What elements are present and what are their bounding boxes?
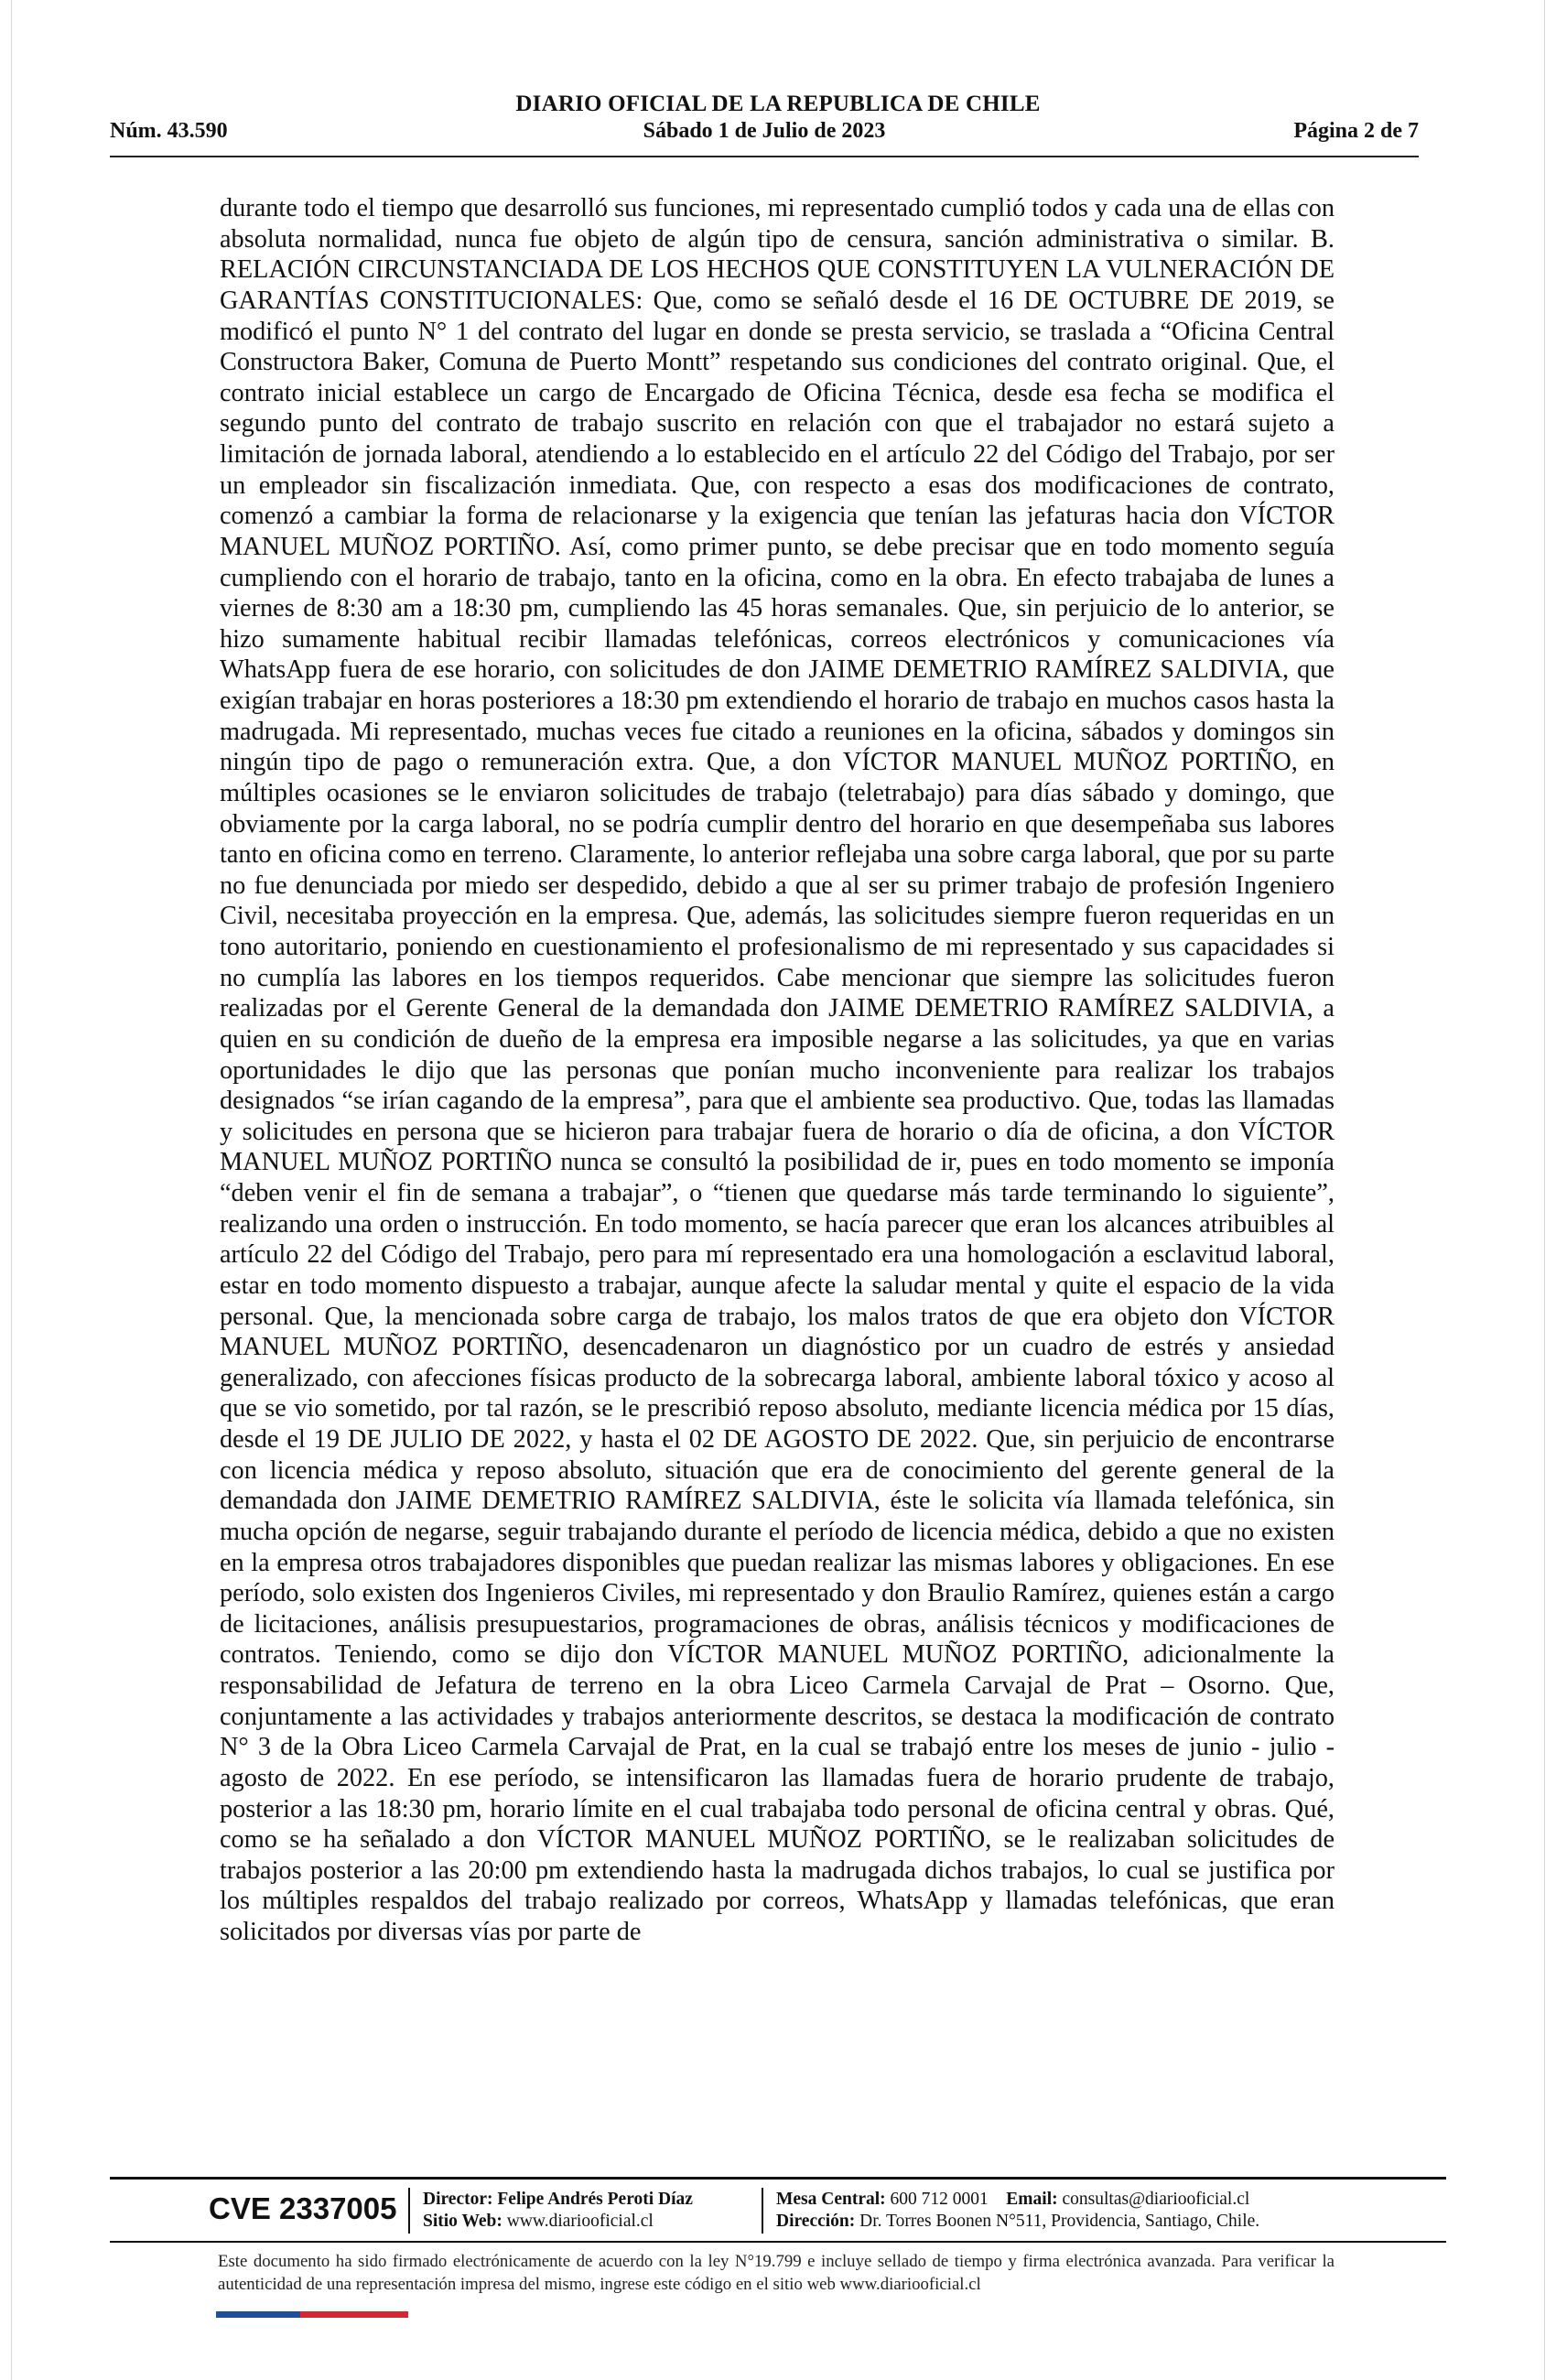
body-paragraph: durante todo el tiempo que desarrolló sus funciones, mi representado cumplió todos y cada una de ellas con absoluta normalidad, nunca fue objeto de algún tipo de censura, sanción administrativa o similar. B. RELACIÓN CIRCUNSTANCIADA DE LOS HECHOS QUE CONSTITUYEN LA VULNERACIÓN DE GARANTÍAS CONSTITUCIONALES: Que, como se señaló desde el 16 DE OCTUBRE DE 2019, se modificó el punto N° 1 del contrato del lugar en donde se presta servicio, se traslada a “Oficina Central Constructora Baker, Comuna de Puerto Montt” respetando sus condiciones del contrato original. Que, el contrato inicial establece un cargo de Encargado de Oficina Técnica, desde esa fecha se modifica el segundo punto del contrato de trabajo suscrito en relación con que el trabajador no estará sujeto a limitación de jornada laboral, atendiendo a lo establecido en el artículo 22 del Código del Trabajo, por ser un empleador sin fiscalización inmediata. Que, con respecto a esas dos modificaciones de contrato, comenzó a cambiar la forma de relacionarse y la exigencia que tenían las jefaturas hacia don VÍCTOR MANUEL MUÑOZ PORTIÑO. Así, como primer punto, se debe precisar que en todo momento seguía cumpliendo con el horario de trabajo, tanto en la oficina, como en la obra. En efecto trabajaba de lunes a viernes de 8:30 am a 18:30 pm, cumpliendo las 45 horas semanales. Que, sin perjuicio de lo anterior, se hizo sumamente habitual recibir llamadas telefónicas, correos electrónicos y comunicaciones vía WhatsApp fuera de ese horario, con solicitudes de don JAIME DEMETRIO RAMÍREZ SALDIVIA, que exigían trabajar en horas posteriores a 18:30 pm extendiendo el horario de trabajo en muchos casos hasta la madrugada. Mi representado, muchas veces fue citado a reuniones en la oficina, sábados y domingos sin ningún tipo de pago o remuneración extra. Que, a don VÍCTOR MANUEL MUÑOZ PORTIÑO, en múltiples ocasiones se le enviaron solicitudes de trabajo (teletrabajo) para días sábado y domingo, que obviamente por la carga laboral, no se podría cumplir dentro del horario en que desempeñaba sus labores tanto en oficina como en terreno. Claramente, lo anterior reflejaba una sobre carga laboral, que por su parte no fue denunciada por miedo ser despedido, debido a que al ser su primer trabajo de profesión Ingeniero Civil, necesitaba proyección en la empresa. Que, además, las solicitudes siempre fueron requeridas en un tono autoritario, poniendo en cuestionamiento el profesionalismo de mi representado y sus capacidades si no cumplía las labores en los tiempos requeridos. Cabe mencionar que siempre las solicitudes fueron realizadas por el Gerente General de la demandada don JAIME DEMETRIO RAMÍREZ SALDIVIA, a quien en su condición de dueño de la empresa era imposible negarse a las solicitudes, ya que en varias oportunidades le dijo que las personas que ponían mucho inconveniente para realizar los trabajos designados “se irían cagando de la empresa”, para que el ambiente sea productivo. Que, todas las llamadas y solicitudes en persona que se hicieron para trabajar fuera de horario o día de oficina, a don VÍCTOR MANUEL MUÑOZ PORTIÑO nunca se consultó la posibilidad de ir, pues en todo momento se imponía “deben venir el fin de semana a trabajar”, o “tienen que quedarse más tarde terminando lo siguiente”, realizando una orden o instrucción. En todo momento, se hacía parecer que eran los alcances atribuibles al artículo 22 del Código del Trabajo, pero para mí representado era una homologación a esclavitud laboral, estar en todo momento dispuesto a trabajar, aunque afecte la saludar mental y quite el espacio de la vida personal. Que, la mencionada sobre carga de trabajo, los malos tratos de que era objeto don VÍCTOR MANUEL MUÑOZ PORTIÑO, desencadenaron un diagnóstico por un cuadro de estrés y ansiedad generalizado, con afecciones físicas producto de la sobrecarga laboral, ambiente laboral tóxico y acoso al que se vio sometido, por tal razón, se le prescribió reposo absoluto, mediante licencia médica por 15 días, desde el 19 DE JULIO DE 2022, y hasta el 02 DE AGOSTO DE 2022. Que, sin perjuicio de encontrarse con licencia médica y reposo absoluto, situación que era de conocimiento del gerente general de la demandada don JAIME DEMETRIO RAMÍREZ SALDIVIA, éste le solicita vía llamada telefónica, sin mucha opción de negarse, seguir trabajando durante el período de licencia médica, debido a que no existen en la empresa otros trabajadores disponibles que puedan realizar las mismas labores y obligaciones. En ese período, solo existen dos Ingenieros Civiles, mi representado y don Braulio Ramírez, quienes están a cargo de licitaciones, análisis presupuestarios, programaciones de obras, análisis técnicos y modificaciones de contratos. Teniendo, como se dijo don VÍCTOR MANUEL MUÑOZ PORTIÑO, adicionalmente la responsabilidad de Jefatura de terreno en la obra Liceo Carmela Carvajal de Prat – Osorno. Que, conjuntamente a las actividades y trabajos anteriormente descritos, se destaca la modificación de contrato N° 3 de la Obra Liceo Carmela Carvajal de Prat, en la cual se trabajó entre los meses de junio - julio - agosto de 2022. En ese período, se intensificaron las llamadas fuera de horario prudente de trabajo, posterior a las 18:30 pm, horario límite en el cual trabajaba todo personal de oficina central y obras. Qué, como se ha señalado a don VÍCTOR MANUEL MUÑOZ PORTIÑO, se le realizaban solicitudes de trabajos posterior a las 20:00 pm extendiendo hasta la madrugada dichos trabajos, lo cual se justifica por los múltiples respaldos del trabajo realizado por correos, WhatsApp y llamadas telefónicas, que eran solicitados por diversas vías por parte de xyxy=(220,194,1334,1946)
footer-divider-bottom xyxy=(110,2241,1446,2243)
footer-separator xyxy=(408,2188,410,2234)
address-label: Dirección: xyxy=(776,2212,856,2231)
header-row xyxy=(110,119,1419,150)
chile-flag-stripe xyxy=(216,2311,408,2318)
footer-info-bar xyxy=(110,2184,1446,2235)
signature-note: Este documento ha sido firmado electrónicamente de acuerdo con la ley N°19.799 e incluye sellado de tiempo y firma electrónica avanzada. Para verificar la autenticidad de una representación impresa del mismo, ingrese este código en el sitio web www.diariooficial.cl xyxy=(218,2252,1334,2294)
header-divider xyxy=(110,156,1419,157)
website-label: Sitio Web: xyxy=(423,2212,502,2231)
footer-contact-block xyxy=(776,2189,1259,2233)
address-text: Dr. Torres Boonen N°511, Providencia, Santiago, Chile. xyxy=(859,2212,1260,2231)
email-label: Email: xyxy=(1006,2190,1058,2209)
phone-number: 600 712 0001 xyxy=(890,2190,989,2209)
footer-director-block xyxy=(423,2189,693,2233)
cve-code: CVE 2337005 xyxy=(209,2191,397,2225)
footer-divider-top xyxy=(110,2177,1446,2180)
issue-number: Núm. 43.590 xyxy=(110,119,228,143)
page-indicator: Página 2 de 7 xyxy=(1293,119,1419,143)
page-right-edge xyxy=(1544,0,1545,2380)
email-link[interactable]: consultas@diariooficial.cl xyxy=(1062,2190,1250,2209)
flag-blue-segment xyxy=(216,2311,300,2318)
phone-label: Mesa Central: xyxy=(776,2190,886,2209)
director-label: Director: xyxy=(423,2190,493,2209)
publication-title: DIARIO OFICIAL DE LA REPUBLICA DE CHILE xyxy=(515,92,1041,116)
page-left-edge xyxy=(11,0,12,2380)
website-link[interactable]: www.diariooficial.cl xyxy=(506,2212,654,2231)
issue-date: Sábado 1 de Julio de 2023 xyxy=(643,119,886,143)
flag-red-segment xyxy=(300,2311,408,2318)
footer-separator xyxy=(762,2188,763,2234)
director-name: Felipe Andrés Peroti Díaz xyxy=(497,2190,693,2209)
